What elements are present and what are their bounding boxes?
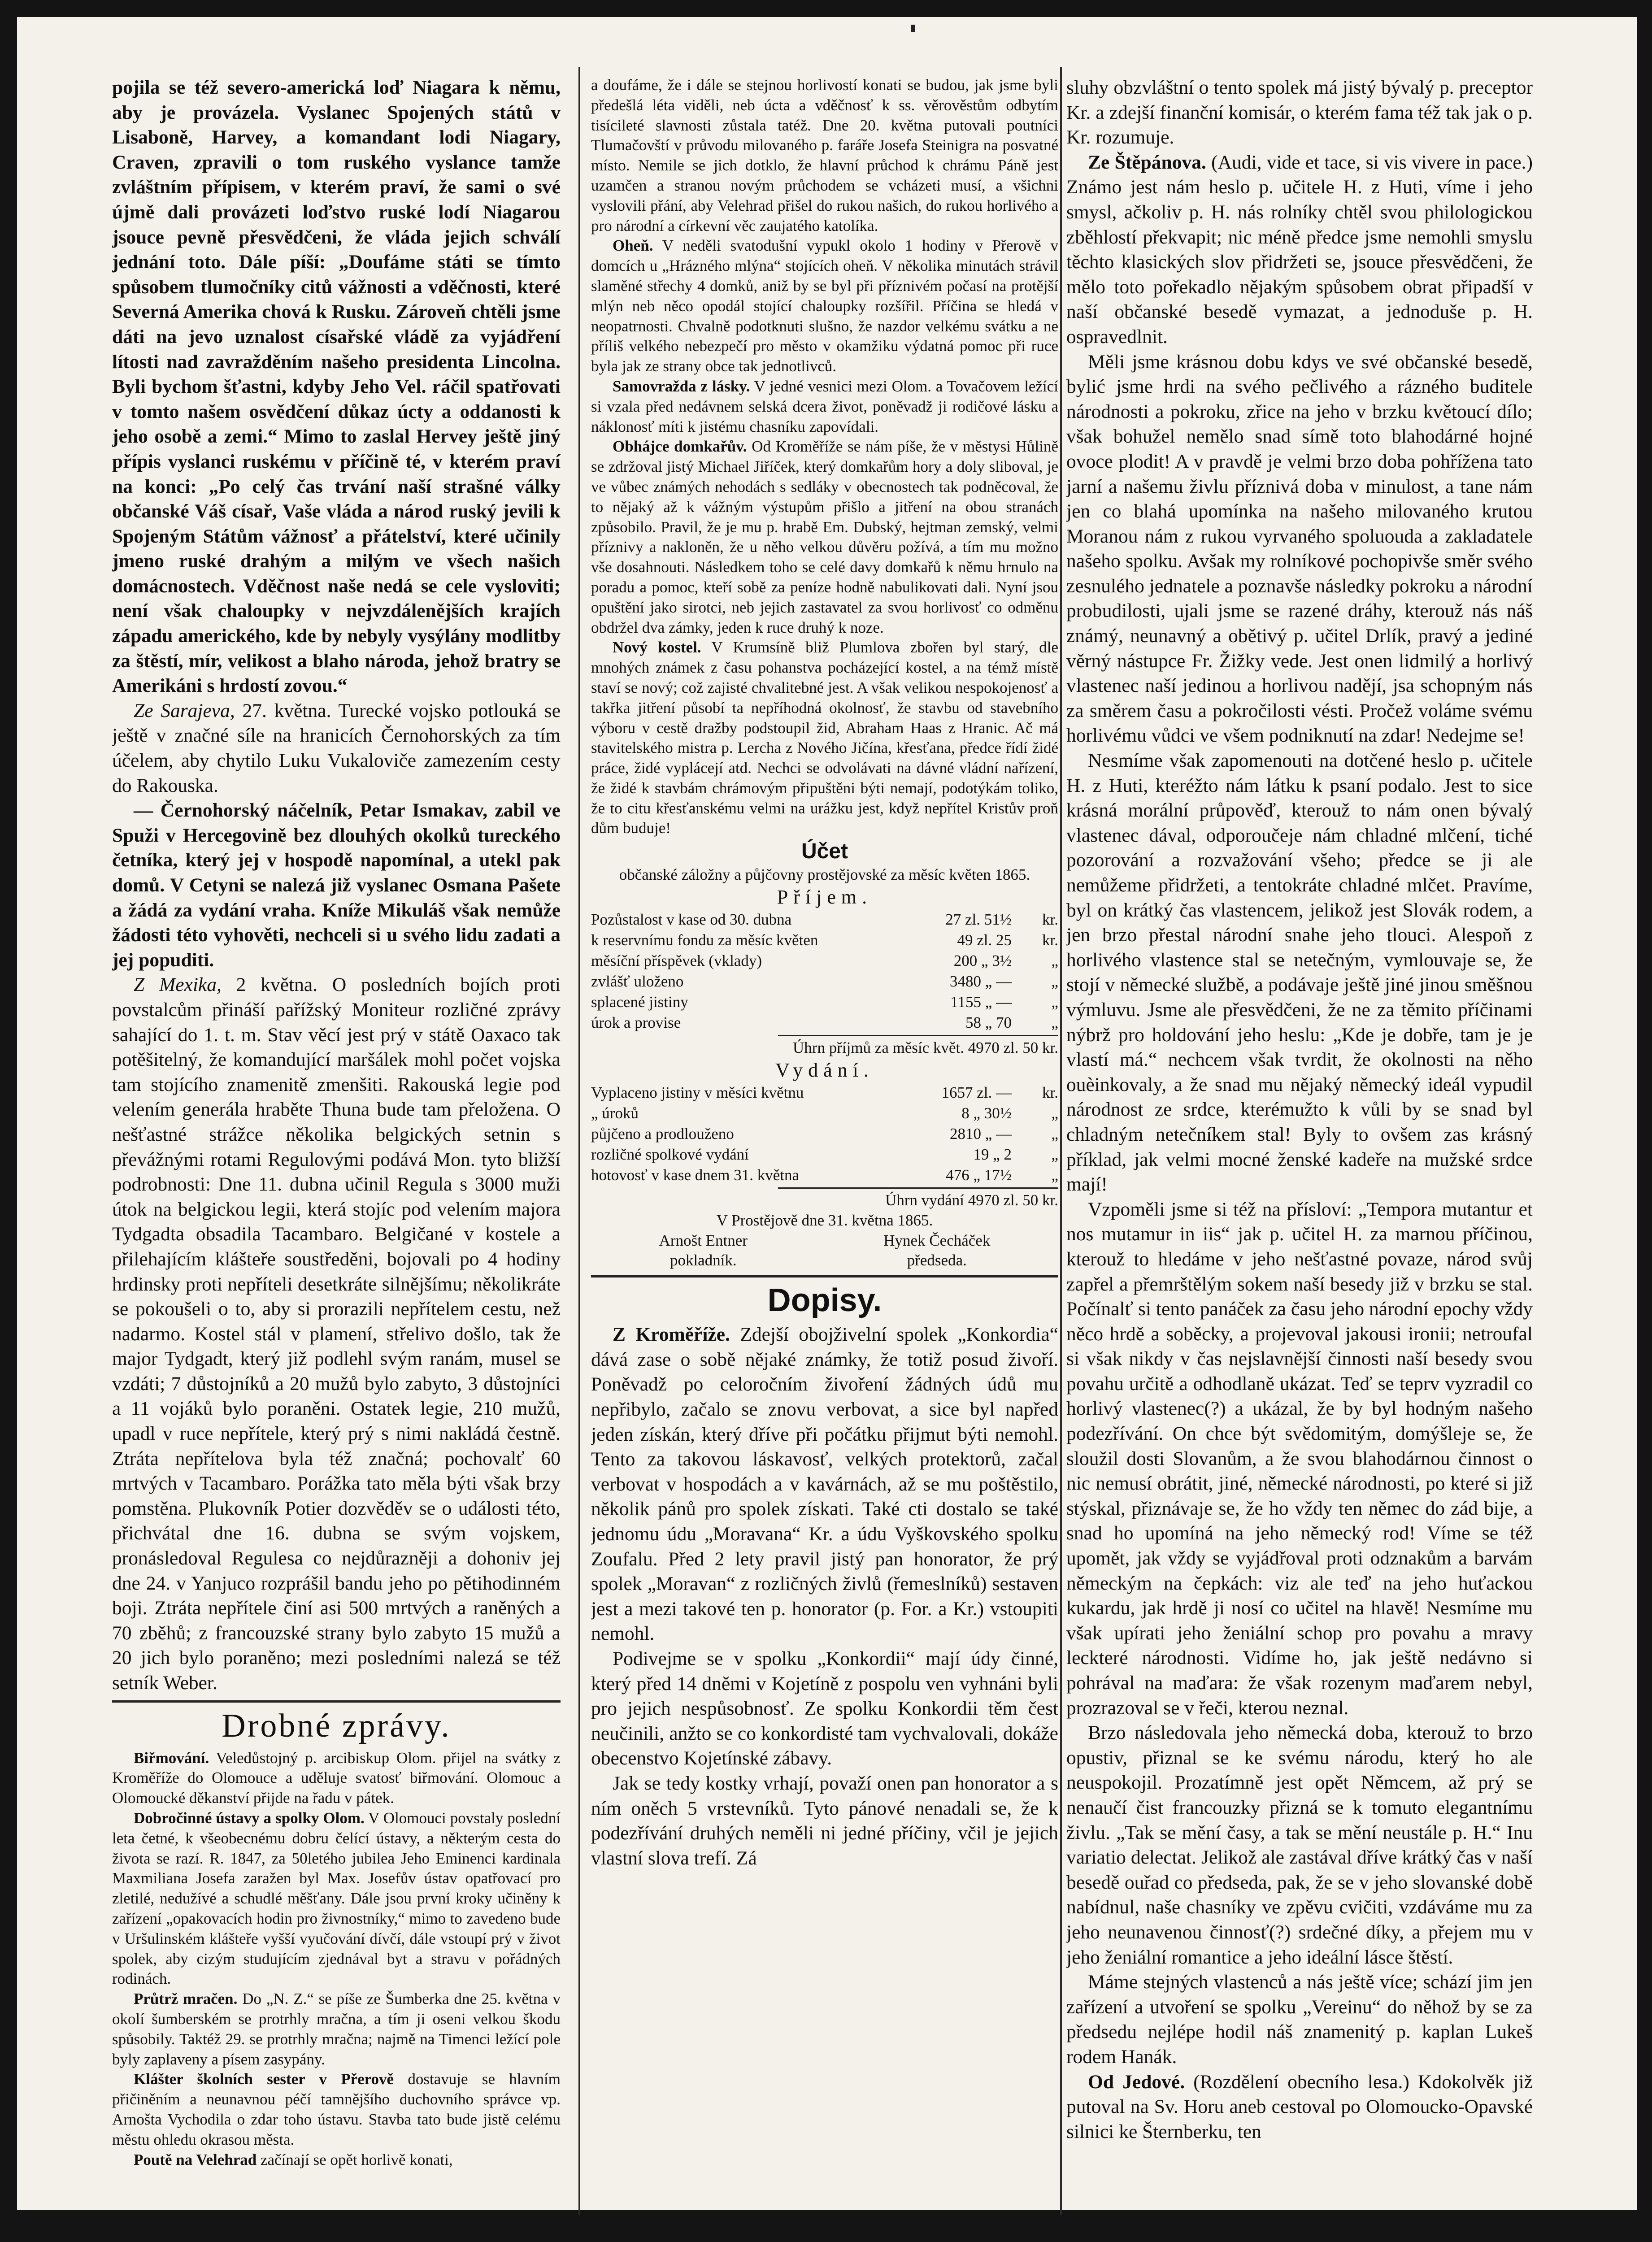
letter-stepanov-text: (Audi, vide et tace, si vis vivere in pace.) Známo jest nám heslo p. učitele H. z Huti, víme i jeho smysl, ačkoliv p. H. nás rolníky chtěl svou philologickou zběhlostí překvapit; nic méně předce jsme nemohli smyslu těchto klasických slov přidržeti se, jsouce přesvědčeni, že mělo toto pořekadlo nějakým spůsobem obrat připadší v naší občanské besedě vymazat, a jednoduše p. H. ospravedlnit.	[1066, 151, 1533, 348]
prijem-label: úrok a provise	[591, 1014, 681, 1032]
article-mexiko-lead: Z Mexika,	[134, 974, 222, 996]
letter-kromeriz-p2: Podivejme se v spolku „Konkordii“ mají údy činné, který před 14 dněmi v Kojetíně z pospolu ven vyhnáni byli pro jejich nespůsobnosť. Ze spolku Konkordii těm čest neučinili, anžto se co konkordisté tam vychvalovali, dokáže obecenstvo Kojetínské zábavy.	[591, 1647, 1058, 1769]
vydani-unit: kr.	[1042, 1084, 1058, 1102]
news-samovrazda	[591, 377, 1058, 437]
prijem-unit: kr.	[1042, 911, 1058, 929]
letter-kromeriz-p3: Jak se tedy kostky vrhají, považí onen pan honorator a s ním oněch 5 vrstevníků. Tyto pánové nenadali se, že k podezřívání druhých neměli ni jedné příčiny, včil je jejich vlastní slova trefí. Zá	[591, 1772, 1058, 1869]
account-income-line	[778, 1035, 1058, 1036]
signature-treasurer	[659, 1231, 748, 1271]
column-rule-1	[578, 67, 580, 2215]
prijem-label: Pozůstalost v kase od 30. dubna	[591, 911, 792, 929]
news-velehrad-cont: a doufáme, že i dále se stejnou horlivostí konati se budou, jak jsme byli předešlá léta viděli, neb úcta a vděčnosť k ss. věrověstům odbytím tisícileté slavnosti zůstala tatéž. Dne 20. května putovali poutníci Tlumačovští v průvodu milovaného p. faráře Josefa Steinigra na posvatné místo. Nemile se jich dotklo, že hlavní průchod k chrámu Páně jest uzamčen a stranou novým průchodem se vcházeti musí, a všichni vyslovili přání, aby Velehrad přišel do rukou našich, do rukou horlivého a pro národní a církevní věc zaujatého katolíka.	[591, 76, 1058, 235]
letter-jedova-lead: Od Jedové.	[1088, 2071, 1185, 2093]
letter-stepanov-p6: Máme stejných vlastenců a nás ještě více; schází jim jen zařízení a utvoření se spolku „Vereinu“ do něhož by se za předsedu nejlépe hodil náš znamenitý p. kaplan Lukeš rodem Hanák.	[1066, 1971, 1533, 2068]
prijem-amount: 58 „ 70	[965, 1014, 1012, 1032]
news-obhajce-text: Od Kroměříže se nám píše, že v městysi Hůlině se zdržoval jistý Michael Jiříček, který domkařům hory a doly sliboval, je ve vůbec známých nehodách s sedláky v obecnostech tak podněcoval, že to nějaký až k vážným výstupům přišlo a jitření na obou stranách způsobilo. Pravil, že je mu p. hrabě Em. Dubský, hejtman zemský, velmi příznivy a nakloněn, že u něho velkou důvěru požívá, a tím mu možno vše dosahnouti. Následkem toho se celé davy domkařů k němu hrnulo na poradu a pomoc, kteří sobě za peníze hodně nabulikovati dali. Nyní jsou opuštění jako sirotci, neb jejich zastavatel za svou horlivosť co odměnu obdržel dva zámky, jeden k ruce druhý k noze.	[591, 438, 1058, 636]
letter-kromeriz-lead: Z Kroměříže.	[613, 1324, 730, 1346]
prijem-unit: kr.	[1042, 931, 1058, 949]
account-expense-line	[778, 1187, 1058, 1189]
letter-stepanov-p2: Měli jsme krásnou dobu kdys ve své občanské besedě, bylić jsme hrdi na svého pečlivého a rázného buditele národnosti a pokroku, zřice na jeho v brzku květoucí dílo; však bohužel nemělo snad símě toto blahodárné hojné ovoce plodit! A v pravdě je velmi brzo doba pohřížena tato jarní a našemu živlu příznivá doba v minulost, a tane nám jen co blahá upomínka na našeho milovaného krutou Moranou nám z rukou vyrvaného spoluouda a zakladatele našeho spolku. Avšak my rolníkové pochopivše směr svého zesnulého jednatele a poznavše následky pokroku a národní probudilosti, ujali jsme se razené dráhy, kterouž nás náš známý, neunavný a obětivý p. učitel Drlík, pravý a jediné věrný nástupce Fr. Žižky vede. Jest onen lidmilý a horlivý vlastenec naší jedinou a horlivou nadějí, jsa schopným nás za směrem času a pokročilosti vésti. Pročež voláme svému horlivému vůdci ve všem podniknutí na zdar! Nedejme se!	[1066, 351, 1533, 747]
prijem-amount: 3480 „ —	[949, 973, 1012, 991]
prijem-row	[591, 992, 1058, 1012]
letter-jedova-text: (Rozdělení obecního lesa.) Kdokolvěk již putoval na Sv. Horu aneb cestoval po Olomoucko-Opavské silnici ke Šternberku, ten	[1066, 2071, 1533, 2142]
article-mexiko	[112, 973, 561, 1695]
article-mexiko-text: 2 května. O posledních bojích proti povstalcům přináší pařížský Moniteur rozličné zprávy sahající do 1. t. m. Stav věcí jest prý v státě Oaxaco tak potěšitelný, že komandující maršálek mohl počet vojska tam stojícího znamenitě zmenšiti. Rakouská legie pod velením generála hraběte Thuna bude tam přeložena. O nešťastné strážce několika belgických setnin s převážnými rotami Regulovými podává Mon. tyto bližší podrobnosti: Dne 11. dubna učinil Regula s 3000 muži útok na belgickou legii, která stojíc pod velením majora Tydgadta obsadila Tacambaro. Belgičané v kostele a přilehajícím klášteře soustředěni, bojovali po 4 hodiny hrdinsky proti nepříteli desetkráte silnějšímu; několikráte se pokoušeli o to, aby si prorazili nepřítelem cestu, než nadarmo. Kostel stál v plamení, střelivo došlo, tak že major Tydgadt, který již podlehl svým ranám, musel se vzdáti; 7 důstojníků a 20 mužů bylo zabyto, 3 důstojníci a 11 vojáků bylo poraněni. Ostatek legie, 210 mužů, upadl v ruce nepřítele, který prý s nimi nakládá čestně. Ztráta nepřítelova byla též značná; pochovalť 60 mrtvých v Tacambaro. Porážka tato měla býti však brzy pomstěna. Plukovník Potier dozvěděv se o události této, přichvátal dne 16. dubna se svým vojskem, pronásledoval Regulesa co nejdůrazněji a dohoniv jej dne 24. v Yanjuco rozprášil bandu jeho po pětihodinném boji. Ztráta nepřítele činí asi 500 mrtvých a raněných a 70 zběhů; z francouzské strany bylo zabyto 15 mužů a 20 jich bylo poraněno; mezi posledními nalezá se též setník Weber.	[112, 974, 561, 1694]
vydani-unit: „	[1051, 1166, 1058, 1184]
vydani-label: rozličné spolkové vydání	[591, 1146, 749, 1164]
vydani-row	[591, 1124, 1058, 1144]
letter-stepanov-lead: Ze Štěpánova.	[1088, 151, 1206, 173]
news-pruz	[112, 1989, 561, 2069]
column-3	[1066, 75, 1533, 2216]
prijem-unit: „	[1051, 993, 1058, 1011]
news-ohen-text: V neděli svatodušní vypukl okolo 1 hodiny v Přerově v domcích u „Hrázného mlýna“ stojících oheň. V několika minutách strávil slaměné střechy 4 domků, aniž by se byl při příznivém počasí na protější mlýn neb něco opodál stojící chaloupky rozšířil. Příčina se hledá v neopatrnosti. Chvalně podotknuti slušno, že nazdor velkému svátku a ne příliš velkého nebezpečí pro město v okamžiku výdatná pomoc při ruce byla jak ze strany obce tak jednotlivců.	[591, 237, 1058, 375]
news-novy-kostel-text: V Krumsíně bliž Plumlova zbořen byl starý, dle mnohých známek z času pohanstva pocházející kostel, a na témž místě staví se nový; což zajisté chvalitebné jest. A však velikou nespokojenosť a takřka jitření působí ta nepříhodná okolnosť, že stavbu od stavebního výboru v cestě dražby podstoupil žid, Abraham Haas z Hranic. Ač má stavitelského mistra p. Lercha z Nového Jičína, křesťana, předce řídí židé práce, židé vyplácejí atd. Nechci se odvolávati na dávné vládní nařízení, že židé k stavbám chrámovým připuštěni býti nemají, podotýkám toliko, že to citu křesťanskému velmi na urážku jest, když nepřítel Kristův proň dům buduje!	[591, 639, 1058, 837]
scan-border-top	[0, 0, 1652, 17]
account-expense-total: Úhrn vydání 4970 zl. 50 kr.	[885, 1191, 1058, 1209]
prijem-amount: 1155 „ —	[950, 993, 1012, 1011]
column-rule-2	[1060, 67, 1062, 2215]
news-samovrazda-text: V jedné vesnici mezi Olom. a Tovačovem ležící si vzala před nedávnem selská dcera život, poněvadž ji rodičové lásku a náklonosť míti k jistému chasníku zapovídali.	[591, 377, 1058, 435]
account-income-total: Úhrn příjmů za měsíc květ. 4970 zl. 50 kr.	[793, 1039, 1058, 1057]
news-samovrazda-lead: Samovražda z lásky.	[613, 377, 750, 395]
article-sarajevo-text: 27. května. Turecké vojsko potlouká se ještě v značné síle na hranicích Černohorských za tím účelem, aby chytilo Luku Vukaloviče zamezením cesty do Rakouska.	[112, 700, 561, 796]
article-cernohorsky: — Černohorský náčelník, Petar Ismakav, zabil ve Spuži v Hercegovině bez dlouhých okolků tureckého četníka, který jej v hospodě napomínal, a utekl pak domů. V Cetyni se nalezá již vyslanec Osmana Pašete a žádá za vydání vraha. Kníže Mikuláš však nemůže žádosti této vyhověti, nechceli si u svého lidu zadati a jej popuditi.	[112, 799, 561, 971]
article-niagara: pojila se též severo-americká loď Niagara k němu, aby je provázela. Vyslanec Spojených států v Lisaboně, Harvey, a komandant lodi Niagary, Craven, zpravili o tom ruského vyslance tamže zvláštním přípisem, v kterém praví, že sami o své újmě dali provázeti loďstvo ruské lodí Niagarou jsouce pevně přesvědčeni, že vláda jejich schválí jednání toto. Dále píší: „Doufáme státi se tímto spůsobem tlumočníky citů vážnosti a vděčnosti, které Severná Amerika chová k Rusku. Zároveň chtěli jsme dáti na jevo uznalost císařské vládě za vyjádření lítosti nad zavražděním našeho presidenta Lincolna. Byli bychom šťastni, kdyby Jeho Vel. ráčil spatřovati v tomto našem osvědčení důkaz úcty a oddanosti k jeho osobě a zemi.“ Mimo to zaslal Hervey ještě jiný přípis vyslanci ruskému v příčině té, v kterém praví na konci: „Po celý čas trvání naší strašné války občanské Váš císař, Vaše vláda a národ ruský jevili k Spojeným Státům vážnosť a přátelství, které učinily jmeno ruské drahým a milým ve všech našich domácnostech. Vděčnost naše nedá se cele vysloviti; není však chaloupky v nejvzdálenějších krajích západu amerického, kde by nebyly vysýlány modlitby za štěstí, mír, velikost a blaho národa, jehož bratry se Amerikáni s hrdostí zovou.“	[112, 77, 561, 697]
news-dobrocinne	[112, 1808, 561, 1989]
section-title-dopisy: Dopisy.	[767, 1282, 882, 1319]
vydani-label: hotovosť v kase dnem 31. května	[591, 1166, 800, 1184]
vydani-label: Vyplaceno jistiny v měsíci květnu	[591, 1084, 804, 1102]
news-birmovani	[112, 1748, 561, 1808]
news-pruz-text: Do „N. Z.“ se píše ze Šumberka dne 25. května v okolí šumberském se protrhly mračna, a tím ji oseni velkou škodu spůsobily. Taktéž 29. se protrhly mračna; najmě na Timenci ležící pole byly zaplaveny a písem zasypány.	[112, 1990, 561, 2068]
news-dobrocinne-lead: Dobročinné ústavy a spolky Olom.	[134, 1809, 365, 1827]
vydani-amount: 19 „ 2	[973, 1146, 1012, 1164]
vydani-unit: „	[1051, 1104, 1058, 1122]
vydani-row	[591, 1082, 1058, 1103]
vydani-amount: 1657 zl. —	[941, 1084, 1012, 1102]
account-date: V Prostějově dne 31. května 1865.	[716, 1211, 933, 1229]
vydani-unit: „	[1051, 1146, 1058, 1164]
letter-stepanov-p5: Brzo následovala jeho německá doba, kterouž to brzo opustiv, přiznal se ke svému národu, který ho ale neuspokojil. Prozatímně jest opět Němcem, až prý se nenaučí čist francouzky přizná se k tomuto elegantnímu živlu. „Tak se mění časy, a tak se mění neustále p. H.“ Inu variatio delectat. Jelikož ale zastával dříve krátký čas v naší besedě ouřad co předseda, pak, že se v jeho slovanské době nabídnul, naše chasníky ve zpěvu cvičiti, vzdáváme mu za jeho neunavenou činnosť(?) srdečné díky, a přejem mu v jeho ženiální romantice a jeho ideální lásce štěstí.	[1066, 1722, 1533, 1968]
print-mark	[911, 25, 915, 32]
letter-jedova	[1066, 2070, 1533, 2145]
prijem-row	[591, 909, 1058, 930]
prijem-amount: 200 „ 3½	[953, 952, 1012, 970]
account-signatures	[591, 1231, 1058, 1271]
column-1	[112, 75, 561, 2216]
vydani-amount: 2810 „ —	[949, 1125, 1012, 1143]
prijem-amount: 27 zl. 51½	[945, 911, 1012, 929]
prijem-row	[591, 930, 1058, 951]
letter-kromeriz	[591, 1322, 1058, 1647]
news-ohen	[591, 236, 1058, 377]
column-2	[591, 75, 1058, 2216]
signature-treasurer-role: pokladník.	[669, 1251, 737, 1269]
letter-stepanov-p4: Vzpoměli jsme si též na přísloví: „Tempora mutantur et nos mutamur in iis“ jak p. učitel H. za marnou příčinou, kterouž to hledáme v jeho nešťastné povaze, národ svůj zapřel a přemrštělým sokem naší besedy již v brzku se stal. Počínalť si tento panáček za času jeho národní epochy vždy něco hrdě a soběcky, a projevoval jakousi ironii; netroufal si však nikdy v čas nejslavnější činnosti naší besedy svou povahu určitě a odhodlaně ukázat. Teď se teprv vyzradil co horlivý vlastenec(?) a ukázal, že by byl hodným našeho podezřívání. On chce být svědomitým, domýšleje se, že sloužil dosti Slovanům, a že svou blahodárnou činnost o nic nemusí obrátit, jiné, německé národnosti, po které si již stýskal, přiznávaje se, že ho vždy ten němec do zád bije, a snad ho upomíná na jeho německý rod! Víme se též upomět, jak vždy se vyjádřoval proti odznakům a barvám německým na čepkách: viz ale teď na jeho huťackou kukardu, jak hrdě ji nosí co učitel na hlavě! Nesmíme mu však upírati jeho ženiální schop pro povahu a mravy leckteré národnosti. Vidíme ho, jak ještě nedávno si pohrával na maďara: že však rozenym maďarem nebyl, prozrazoval se v řeči, kterou neznal.	[1066, 1198, 1533, 1719]
vydani-row	[591, 1103, 1058, 1124]
scan-border-right	[1637, 0, 1652, 2242]
section-divider	[112, 1700, 561, 1703]
prijem-unit: „	[1051, 1014, 1058, 1032]
news-pruz-lead: Průtrž mračen.	[134, 1990, 238, 2008]
signature-chairman-name: Hynek Čecháček	[883, 1231, 991, 1249]
prijem-unit: „	[1051, 952, 1058, 970]
prijem-row	[591, 1012, 1058, 1033]
article-sarajevo	[112, 699, 561, 798]
account-income-table	[591, 909, 1058, 1033]
drobne-zpravy-block	[112, 1748, 561, 2170]
news-novy-kostel-lead: Nový kostel.	[613, 639, 701, 656]
letter-stepanov-p3: Nesmíme však zapomenouti na dotčené heslo p. učitele H. z Huti, kteréžto nám látku k psaní podalo. Jest to sice krásná morální průpověď, kterouž to nám onen bývalý vlastenec dával, odporoučeje nám chladné mlčení, tiché pozorování a rozvažování všeho; předce se ji ale nemůžeme přidržeti, a tentokráte chladné mlčet. Pravíme, byl on krátký čas vlastencem, jelikož jest Slovák rodem, a jen brzo přestal národní snahe jeho tlouci. Alespoň z horlivého vlastence stal se netečným, vymlouvaje se, že stojí v německé službě, a podávaje ještě jiné jinou směšnou výmluvu. Jsme ale přesvědčeni, že ne za těmito příčinami nýbrž pro holdování jeho heslu: „Kde je dobře, tam je je vlastí má.“ nechcem však tvrdit, že okolnosti na něho ouèinkovaly, a že snad mu nějaký německý ideál vypudil národnost ze srdce, kterémužto k vůli by se snad byl chladným netečníkem stal! Byly to ovšem zas krásný příklad, jak velmi mocné ženské kadeře na mužské srdce mají!	[1066, 750, 1533, 1195]
signature-treasurer-name: Arnošt Entner	[659, 1231, 748, 1249]
prijem-label: splacené jistiny	[591, 993, 688, 1011]
dopisy-block	[591, 1322, 1058, 1871]
news-ohen-lead: Oheň.	[613, 237, 653, 255]
account-expense-table	[591, 1082, 1058, 1186]
prijem-label: k reservnímu fondu za měsíc květen	[591, 931, 818, 949]
vydani-amount: 8 „ 30½	[961, 1104, 1012, 1122]
account-subtitle: občanské záložny a půjčovny prostějovské za měsíc květen 1865.	[619, 866, 1030, 884]
prijem-amount: 49 zl. 25	[957, 931, 1012, 949]
news-birmovani-lead: Biřmování.	[134, 1749, 209, 1767]
news-obhajce	[591, 437, 1058, 638]
vydani-row	[591, 1165, 1058, 1186]
prijem-label: měsíční příspěvek (vklady)	[591, 952, 762, 970]
vydani-label: půjčeno a prodlouženo	[591, 1125, 734, 1143]
news-obhajce-lead: Obhájce domkařův.	[613, 438, 747, 456]
account-expense-heading: Vydání.	[775, 1059, 874, 1082]
news-klaster	[112, 2069, 561, 2150]
prijem-row	[591, 951, 1058, 971]
news-klaster-lead: Klášter školních sester v Přerově	[134, 2070, 394, 2088]
prijem-label: zvlášť uloženo	[591, 973, 684, 991]
letter-kromeriz-cont: sluhy obzvláštní o tento spolek má jistý bývalý p. preceptor Kr. a zdejší finanční komisár, o kterém fama též tak jak o p. Kr. rozumuje.	[1066, 77, 1533, 148]
signature-chairman-role: předseda.	[907, 1251, 967, 1269]
account-title: Účet	[801, 839, 848, 864]
news-poute-lead: Poutě na Velehrad	[134, 2151, 257, 2168]
vydani-row	[591, 1144, 1058, 1165]
news-novy-kostel	[591, 638, 1058, 839]
news-poute	[112, 2150, 561, 2170]
account-income-heading: Příjem.	[777, 886, 873, 908]
signature-chairman	[883, 1231, 990, 1271]
vydani-label: „ úroků	[591, 1104, 639, 1122]
news-birmovani-text: Veledůstojný p. arcibiskup Olom. přijel na svátky z Kroměříže do Olomouce a uděluje svatosť biřmování. Olomouc a Olomoucké děkanství přijde na řadu v pátek.	[112, 1749, 561, 1807]
news-poute-text: začínají se opět horlivě konati,	[256, 2151, 453, 2168]
prijem-row	[591, 971, 1058, 992]
vydani-unit: „	[1051, 1125, 1058, 1143]
news-dobrocinne-text: V Olomouci povstaly poslední leta četné, k všeobecnému dobru čelící ústavy, a některým cesta do života se razí. R. 1847, za 50letého jubilea Jeho Eminenci kardinala Maxmiliana Josefa zaražen byl Max. Josefův ústav opatřovací pro zletilé, nedužívé a schudlé měšťany. Dále jsou první kroky učiněny k zařízení „opakovacích hodin pro živnostníky,“ mimo to zavedeno bude v Uršulinském klášteře vyšší vyučování dívčí, dále vstoupí prý v život spolek, aby cizým studujícím zjednával byt a stravu v pořádných rodinách.	[112, 1809, 561, 1988]
news-klaster-text: dostavuje se hlavním přičiněním a neunavnou péčí tamnějšího duchovního správce vp. Arnošta Vychodila o zdar toho ústavu. Stavba tato bude jistě celému městu ohledu okrasou města.	[112, 2070, 561, 2148]
section-divider-dopisy	[591, 1275, 1058, 1277]
scan-border-left	[0, 0, 17, 2242]
vydani-amount: 476 „ 17½	[946, 1166, 1012, 1184]
letter-stepanov	[1066, 150, 1533, 350]
article-sarajevo-lead: Ze Sarajeva,	[134, 700, 235, 721]
letter-kromeriz-text: Zdejší obojživelní spolek „Konkordia“ dává zase o sobě nějaké známky, že totiž posud živoří. Poněvadž po celoročním živoření žádných údů mu nepřibylo, začalo se znovu verbovat, a sice byl napřed jeden získán, který dříve při počátku přijmut býti nemohl. Tento za takovou láskavosť, velkých protektorů, začal verbovat v hospodách a v kavárnách, až se mu poštěstilo, několik pánů pro spolek získati. Také cti dostalo se také jednomu údu „Moravana“ Kr. a údu Vyškovského spolku Zoufalu. Před 2 lety pravil jistý pan honorator, že prý spolek „Moravan“ z rozličných živlů (řemeslníků) sestaven jest a mezi takové ten p. honorator (p. For. a Kr.) vstoupiti nemohl.	[591, 1324, 1058, 1645]
prijem-unit: „	[1051, 973, 1058, 991]
section-title-drobne-zpravy: Drobné zprávy.	[222, 1707, 451, 1744]
